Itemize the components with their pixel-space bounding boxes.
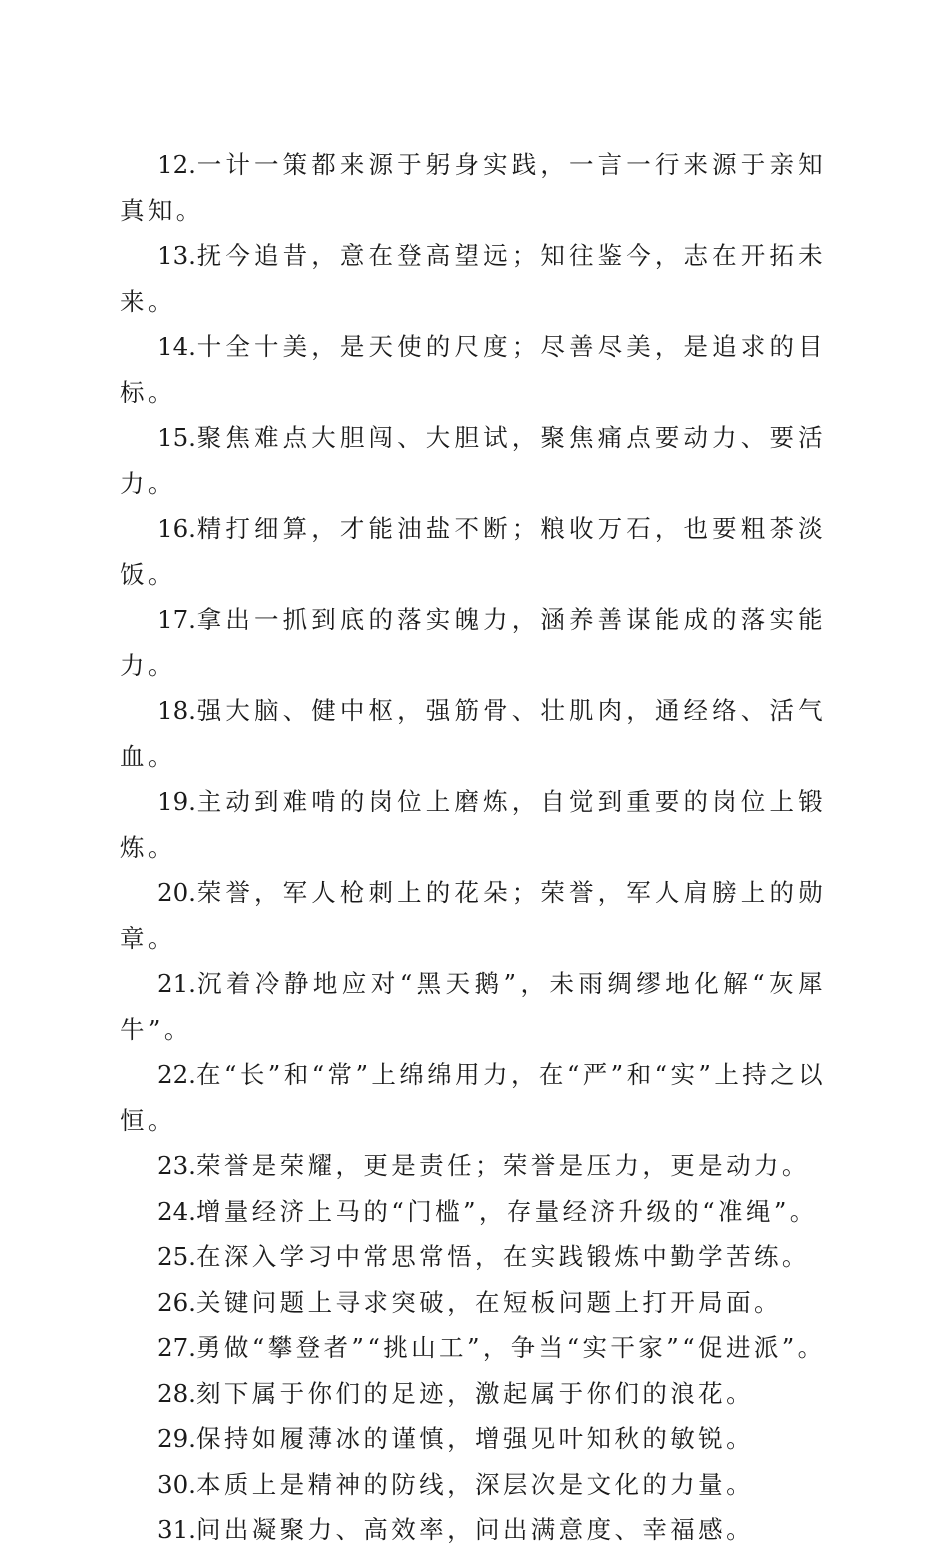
list-item — [120, 1371, 826, 1417]
item-text: 关键问题上寻求突破，在短板问题上打开局面。 — [195, 1287, 782, 1317]
item-text: 聚焦难点大胆闯、大胆试，聚焦痛点要动力、要活力。 — [120, 423, 826, 498]
list-item — [120, 324, 826, 415]
item-number: 24. — [157, 1196, 196, 1226]
list-item — [120, 779, 826, 870]
list-item — [120, 1143, 826, 1189]
item-number: 27. — [157, 1333, 196, 1362]
item-number: 31. — [157, 1515, 196, 1544]
item-text: 勇做“攀登者”“挑山工”，争当“实干家”“促进派”。 — [195, 1333, 826, 1362]
list-item — [120, 688, 826, 779]
item-number: 22. — [157, 1060, 196, 1089]
item-number: 16. — [157, 514, 196, 543]
item-text: 问出凝聚力、高效率，问出满意度、幸福感。 — [195, 1515, 754, 1544]
item-number: 28. — [157, 1378, 196, 1408]
item-number: 21. — [157, 969, 196, 998]
list-item — [120, 961, 826, 1052]
item-number: 23. — [157, 1151, 196, 1180]
item-text: 在“长”和“常”上绵绵用力，在“严”和“实”上持之以恒。 — [120, 1060, 826, 1135]
item-number: 13. — [157, 241, 196, 270]
item-number: 12. — [157, 150, 196, 179]
list-item — [120, 1189, 826, 1235]
list-item — [120, 870, 826, 961]
list-item — [120, 415, 826, 506]
item-text: 拿出一抓到底的落实魄力，涵养善谋能成的落实能力。 — [120, 605, 826, 680]
item-text: 本质上是精神的防线，深层次是文化的力量。 — [195, 1469, 754, 1499]
list-item — [120, 506, 826, 597]
item-number: 18. — [157, 696, 196, 725]
item-text: 在深入学习中常思常悟，在实践锻炼中勤学苦练。 — [195, 1242, 810, 1271]
item-text: 保持如履薄冰的谨慎，增强见叶知秋的敏锐。 — [195, 1424, 754, 1453]
item-number: 14. — [157, 332, 196, 361]
item-number: 15. — [157, 423, 196, 452]
list-item — [120, 1462, 826, 1508]
item-text: 主动到难啃的岗位上磨炼，自觉到重要的岗位上锻炼。 — [120, 787, 826, 862]
document-body — [120, 142, 826, 1553]
item-number: 19. — [157, 787, 196, 816]
item-number: 26. — [157, 1287, 196, 1317]
list-item — [120, 1325, 826, 1371]
list-item — [120, 142, 826, 233]
item-number: 17. — [157, 605, 196, 634]
list-item — [120, 1280, 826, 1326]
item-text: 抚今追昔，意在登高望远；知往鉴今，志在开拓未来。 — [120, 241, 826, 316]
item-text: 一计一策都来源于躬身实践，一言一行来源于亲知真知。 — [120, 150, 826, 225]
item-number: 30. — [157, 1469, 196, 1499]
list-item — [120, 1416, 826, 1462]
item-text: 增量经济上马的“门槛”，存量经济升级的“准绳”。 — [195, 1196, 818, 1226]
item-text: 十全十美，是天使的尺度；尽善尽美，是追求的目标。 — [120, 332, 826, 407]
list-item — [120, 233, 826, 324]
item-number: 25. — [157, 1242, 196, 1271]
list-item — [120, 1052, 826, 1143]
item-text: 精打细算，才能油盐不断；粮收万石，也要粗茶淡饭。 — [120, 514, 826, 589]
item-number: 29. — [157, 1424, 196, 1453]
item-text: 刻下属于你们的足迹，激起属于你们的浪花。 — [195, 1378, 754, 1408]
item-number: 20. — [157, 878, 196, 907]
list-item — [120, 1234, 826, 1280]
item-text: 强大脑、健中枢，强筋骨、壮肌肉，通经络、活气血。 — [120, 696, 826, 771]
list-item — [120, 1507, 826, 1553]
list-item — [120, 597, 826, 688]
item-text: 荣誉，军人枪刺上的花朵；荣誉，军人肩膀上的勋章。 — [120, 878, 826, 953]
item-text: 沉着冷静地应对“黑天鹅”，未雨绸缪地化解“灰犀牛”。 — [120, 969, 826, 1044]
item-text: 荣誉是荣耀，更是责任；荣誉是压力，更是动力。 — [195, 1151, 810, 1180]
